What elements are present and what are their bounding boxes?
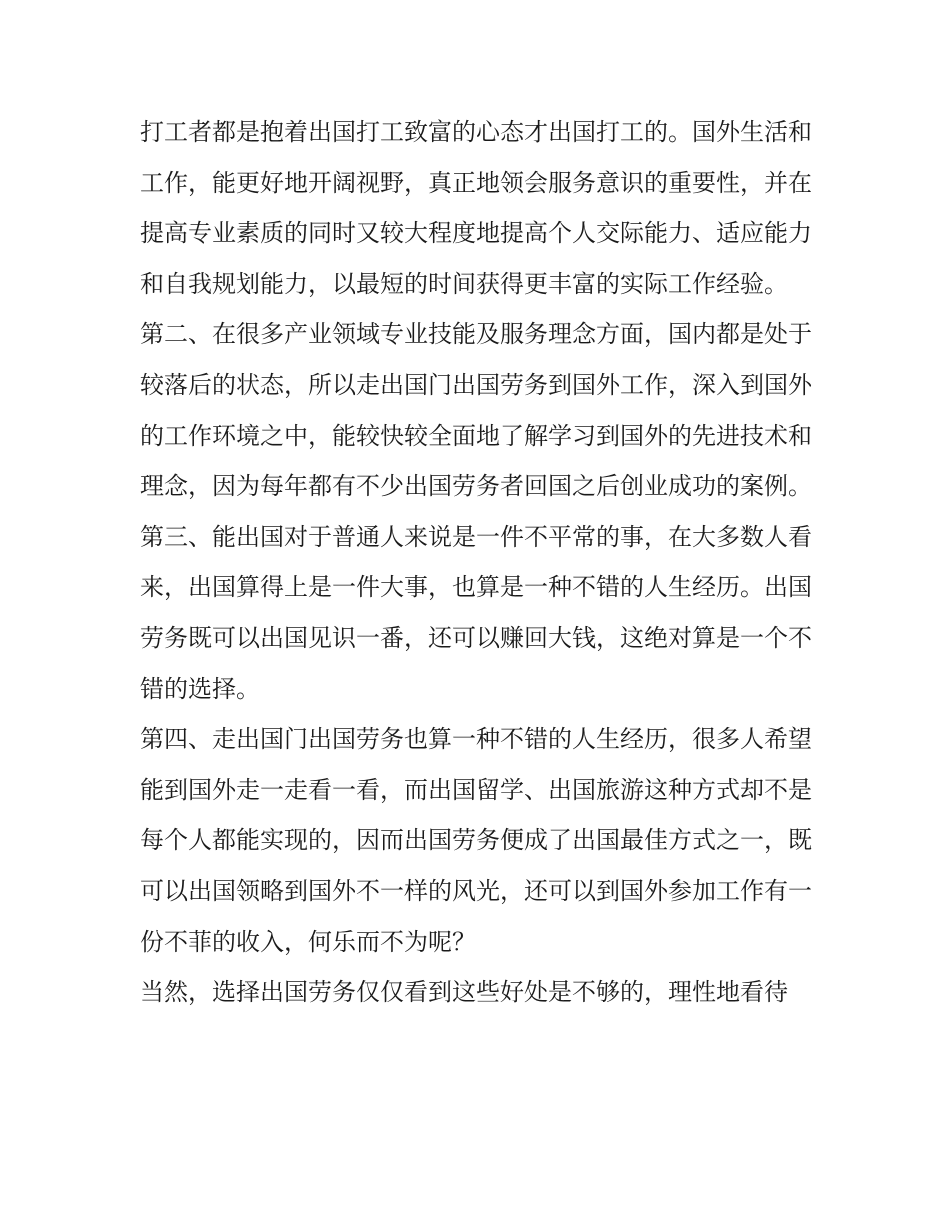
document-body (140, 107, 812, 1018)
paragraph-intro-continuation: 打工者都是抱着出国打工致富的心态才出国打工的。国外生活和工作，能更好地开阔视野，真正地领会服务意识的重要性，并在提高专业素质的同时又较大程度地提高个人交际能力、适应能力和自我规划能力，以最短的时间获得更丰富的实际工作经验。 (140, 118, 812, 298)
paragraph-point-two: 第二、在很多产业领域专业技能及服务理念方面，国内都是处于较落后的状态，所以走出国门出国劳务到国外工作，深入到国外的工作环境之中，能较快较全面地了解学习到国外的先进技术和理念，因为每年都有不少出国劳务者回国之后创业成功的案例。 (140, 320, 812, 501)
paragraph-point-four: 第四、走出国门出国劳务也算一种不错的人生经历，很多人希望能到国外走一走看一看，而出国留学、出国旅游这种方式却不是每个人都能实现的，因而出国劳务便成了出国最佳方式之一，既可以出国领略到国外不一样的风光，还可以到国外参加工作有一份不菲的收入，何乐而不为呢？ (140, 725, 812, 956)
paragraph-point-three: 第三、能出国对于普通人来说是一件不平常的事，在大多数人看来，出国算得上是一件大事，也算是一种不错的人生经历。出国劳务既可以出国见识一番，还可以赚回大钱，这绝对算是一个不错的选择。 (140, 522, 812, 703)
paragraph-conclusion-start: 当然，选择出国劳务仅仅看到这些好处是不够的，理性地看待 (140, 978, 788, 1007)
